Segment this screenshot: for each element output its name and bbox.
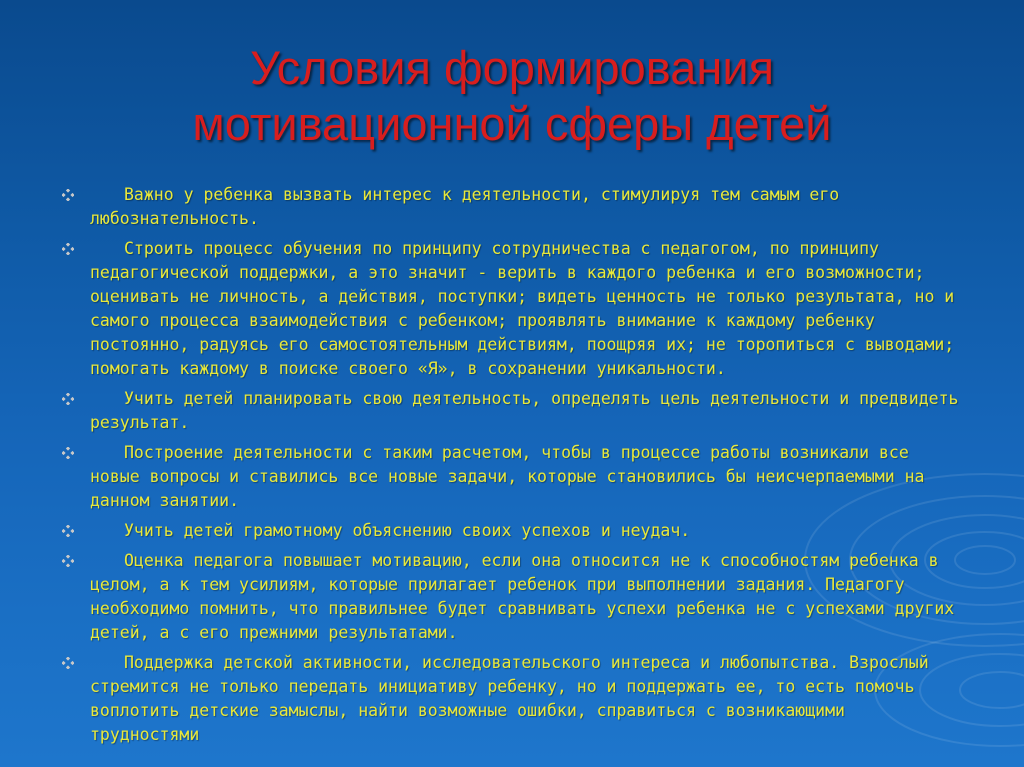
slide-title-line-1: Условия формирования [249, 41, 775, 94]
bullet-text: Построение деятельности с таким расчетом, чтобы в процессе работы возникали все новые вопросы и ставились все новые задачи, которые становились бы неисчерпаемыми на данном занятии. [90, 443, 925, 510]
slide-title-line-2: мотивационной сферы детей [192, 97, 832, 150]
bullet-item [60, 387, 960, 435]
diamond-cluster-icon [62, 243, 74, 255]
bullet-item [60, 651, 960, 747]
bullet-text: Поддержка детской активности, исследовательского интереса и любопытства. Взрослый стремится не только передать инициативу ребенку, но и поддержать ее, то есть помочь воплотить детские замыслы, найти возможные ошибки, справиться с возникающими трудностями [90, 653, 929, 744]
diamond-cluster-icon [62, 555, 74, 567]
bullet-text: Учить детей грамотному объяснению своих успехов и неудач. [124, 521, 691, 540]
diamond-cluster-icon [62, 393, 74, 405]
diamond-cluster-icon [62, 447, 74, 459]
bullet-item [60, 183, 960, 231]
bullet-item [60, 441, 960, 513]
diamond-cluster-icon [62, 189, 74, 201]
bullet-text: Важно у ребенка вызвать интерес к деятельности, стимулируя тем самым его любознательность. [90, 185, 840, 228]
slide-title [60, 40, 964, 152]
bullet-list [60, 183, 960, 753]
bullet-item [60, 519, 960, 543]
bullet-text: Строить процесс обучения по принципу сотрудничества с педагогом, по принципу педагогической поддержки, а это значит - верить в каждого ребенка и его возможности; оценивать не личность, а действия, поступки; видеть ценность не только результата, но и самого процесса взаимодействия с ребенком; проявлять внимание к каждому ребенку постоянно, радуясь его самостоятельным действиям, поощряя их; не торопиться с выводами; помогать каждому в поиске своего «Я», в сохранении уникальности. [90, 239, 955, 378]
bullet-item [60, 549, 960, 645]
bullet-text: Учить детей планировать свою деятельность, определять цель деятельности и предвидеть результат. [90, 389, 959, 432]
bullet-item [60, 237, 960, 381]
diamond-cluster-icon [62, 657, 74, 669]
bullet-text: Оценка педагога повышает мотивацию, если она относится не к способностям ребенка в целом, а к тем усилиям, которые прилагает ребенок при выполнении задания. Педагогу необходимо помнить, что правильнее будет сравнивать успехи ребенка не с успехами других детей, а с его прежними результатами. [90, 551, 955, 642]
diamond-cluster-icon [62, 525, 74, 537]
